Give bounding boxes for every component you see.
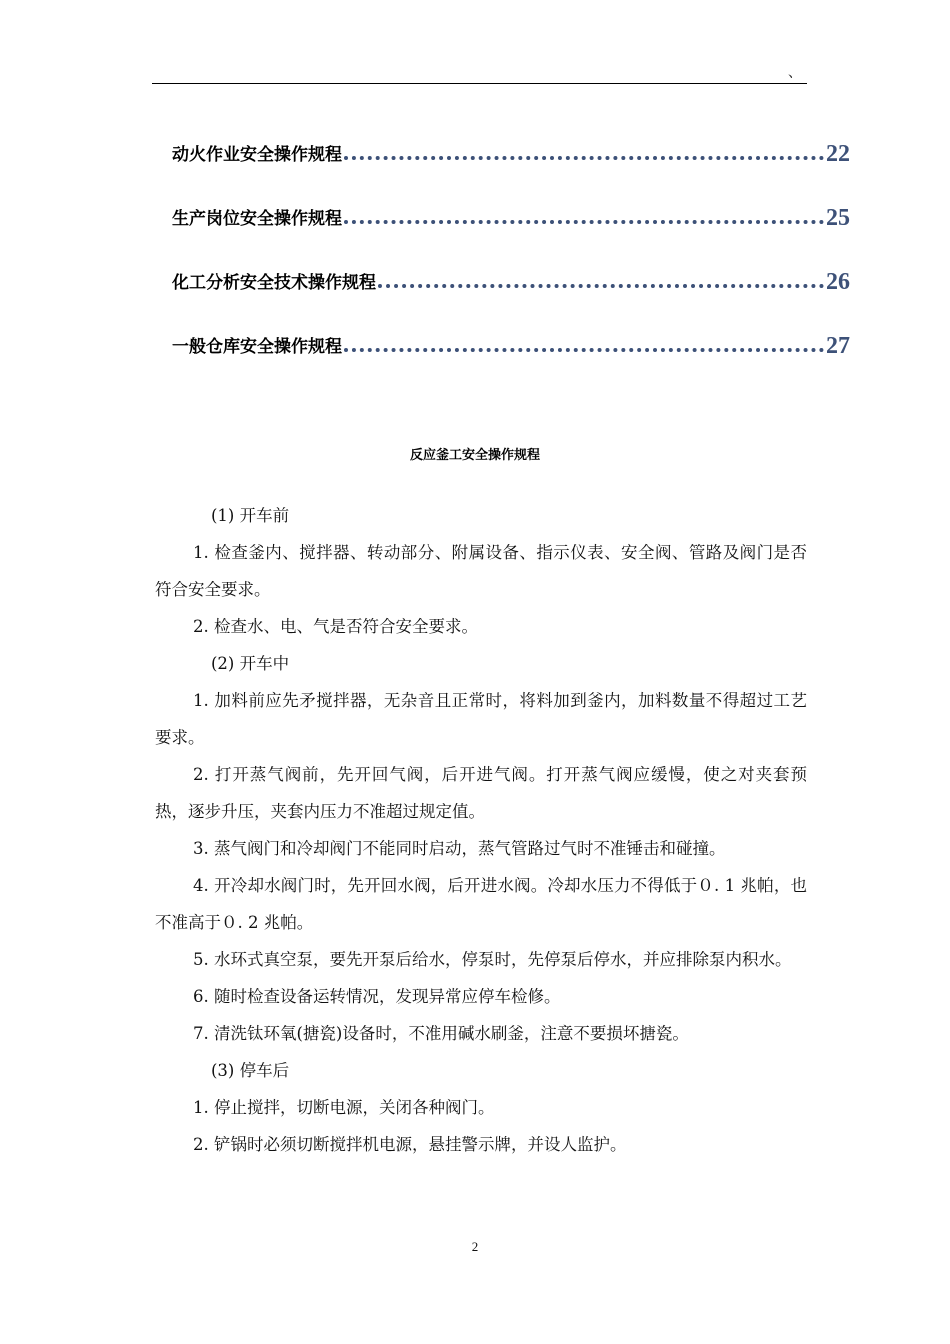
toc-entry-title: 动火作业安全操作规程 <box>172 145 342 165</box>
toc-entry-chemical-analysis[interactable] <box>172 254 850 300</box>
document-body <box>155 497 807 1163</box>
section-heading: (2) 开车中 <box>211 654 290 673</box>
page-number: 2 <box>471 1239 479 1254</box>
table-of-contents <box>172 126 850 382</box>
toc-entry-page: 22 <box>826 141 850 167</box>
paragraph: 1. 停止搅拌，切断电源，关闭各种阀门。 <box>193 1098 495 1117</box>
toc-entry-page: 27 <box>826 333 850 359</box>
toc-entry-page: 25 <box>826 205 850 231</box>
toc-leader-dots <box>344 156 824 160</box>
paragraph: 6. 随时检查设备运转情况，发现异常应停车检修。 <box>193 987 561 1006</box>
paragraph: 1. 加料前应先矛搅拌器，无杂音且正常时，将料加到釜内，加料数量不得超过工艺要求。 <box>155 691 807 747</box>
toc-entry-hot-work[interactable] <box>172 126 850 172</box>
header-rule <box>152 83 807 84</box>
toc-leader-dots <box>378 284 824 288</box>
toc-entry-page: 26 <box>826 269 850 295</box>
paragraph: 2. 打开蒸气阀前，先开回气阀，后开进气阀。打开蒸气阀应缓慢，使之对夹套预热，逐步升压，夹套内压力不准超过规定值。 <box>155 765 807 821</box>
toc-entry-warehouse[interactable] <box>172 318 850 364</box>
toc-entry-title: 化工分析安全技术操作规程 <box>172 273 376 293</box>
section-heading: (1) 开车前 <box>211 506 290 525</box>
toc-entry-title: 生产岗位安全操作规程 <box>172 209 342 229</box>
section-heading: (3) 停车后 <box>211 1061 290 1080</box>
paragraph: 2. 检查水、电、气是否符合安全要求。 <box>193 617 478 636</box>
paragraph: 3. 蒸气阀门和冷却阀门不能同时启动，蒸气管路过气时不准锤击和碰撞。 <box>193 839 726 858</box>
toc-leader-dots <box>344 220 824 224</box>
toc-entry-production[interactable] <box>172 190 850 236</box>
paragraph: 1. 检查釜内、搅拌器、转动部分、附属设备、指示仪表、安全阀、管路及阀门是否符合安全要求。 <box>155 543 807 599</box>
toc-entry-title: 一般仓库安全操作规程 <box>172 337 342 357</box>
paragraph: 2. 铲锅时必须切断搅拌机电源，悬挂警示牌，并设人监护。 <box>193 1135 627 1154</box>
paragraph: 7. 清洗钛环氧(搪瓷)设备时，不准用碱水刷釜，注意不要损坏搪瓷。 <box>193 1024 689 1043</box>
paragraph: 4. 开冷却水阀门时，先开回水阀，后开进水阀。冷却水压力不得低于０. 1 兆帕，也不准高于０. 2 兆帕。 <box>155 876 807 932</box>
toc-leader-dots <box>344 348 824 352</box>
document-title: 反应釜工安全操作规程 <box>409 448 540 463</box>
header-mark: 、 <box>788 65 802 81</box>
paragraph: 5. 水环式真空泵，要先开泵后给水，停泵时，先停泵后停水，并应排除泵内积水。 <box>193 950 792 969</box>
